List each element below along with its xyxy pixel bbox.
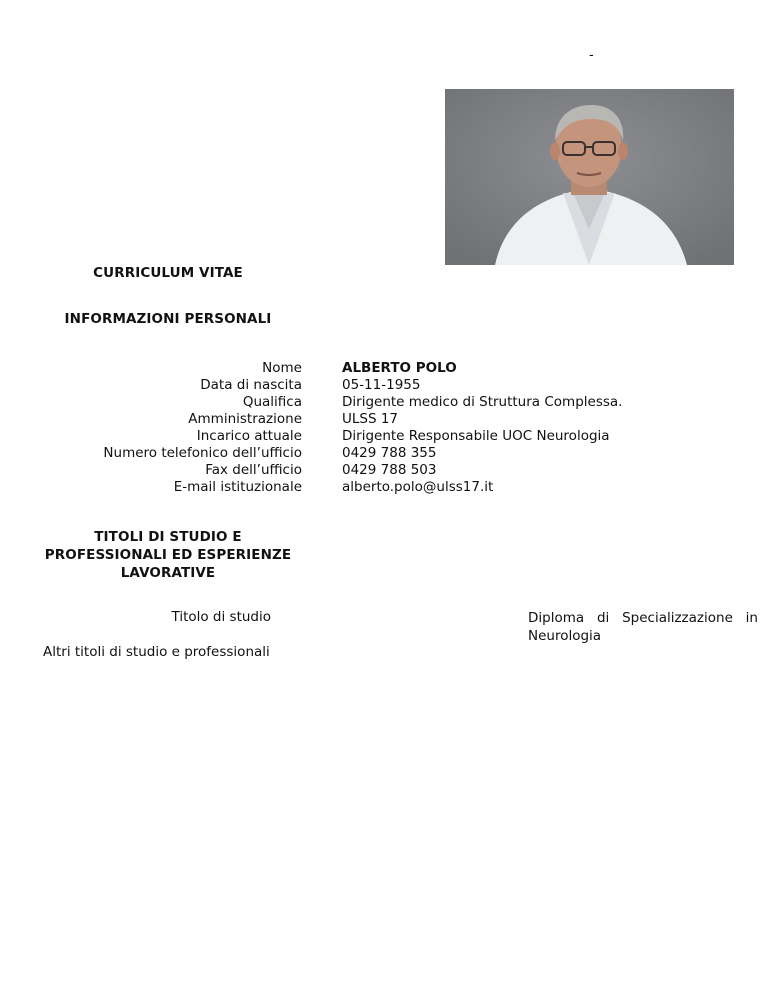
word-diploma: Diploma [528, 610, 585, 626]
value-qualifica: Dirigente medico di Struttura Complessa. [342, 394, 623, 410]
education-title-line-2: PROFESSIONALI ED ESPERIENZE [44, 547, 292, 563]
value-titolo-studio [528, 609, 758, 645]
value-email[interactable]: alberto.polo@ulss17.it [342, 479, 494, 495]
profile-photo [445, 89, 734, 265]
education-title-line-3: LAVORATIVE [120, 565, 216, 581]
word-in: in [745, 610, 758, 626]
label-altri-titoli: Altri titoli di studio e professionali [43, 644, 270, 660]
value-data-nascita: 05-11-1955 [342, 377, 421, 393]
value-fax: 0429 788 503 [342, 462, 437, 478]
personal-info-title: INFORMAZIONI PERSONALI [64, 311, 272, 327]
label-email: E-mail istituzionale [173, 479, 302, 495]
word-di: di [596, 610, 610, 626]
personal-info-labels [40, 360, 302, 496]
label-nome: Nome [262, 360, 302, 376]
label-incarico: Incarico attuale [196, 428, 302, 444]
value-titolo-studio-line-1 [528, 609, 758, 627]
cv-title: CURRICULUM VITAE [93, 265, 243, 281]
education-title-line-1: TITOLI DI STUDIO E [94, 529, 242, 545]
value-amministrazione: ULSS 17 [342, 411, 399, 427]
portrait-illustration [445, 89, 734, 265]
label-qualifica: Qualifica [242, 394, 302, 410]
word-specializzazione: Specializzazione [622, 610, 733, 626]
label-amministrazione: Amministrazione [188, 411, 302, 427]
value-incarico: Dirigente Responsabile UOC Neurologia [342, 428, 610, 444]
education-title [30, 528, 306, 582]
value-telefono: 0429 788 355 [342, 445, 437, 461]
header-dash: - [589, 48, 594, 63]
label-telefono: Numero telefonico dell’ufficio [103, 445, 302, 461]
label-fax: Fax dell’ufficio [205, 462, 302, 478]
personal-info-values [342, 360, 752, 496]
label-data-nascita: Data di nascita [200, 377, 302, 393]
value-titolo-studio-line-2: Neurologia [528, 628, 602, 644]
label-titolo-studio: Titolo di studio [171, 609, 271, 625]
value-nome: ALBERTO POLO [342, 360, 457, 376]
